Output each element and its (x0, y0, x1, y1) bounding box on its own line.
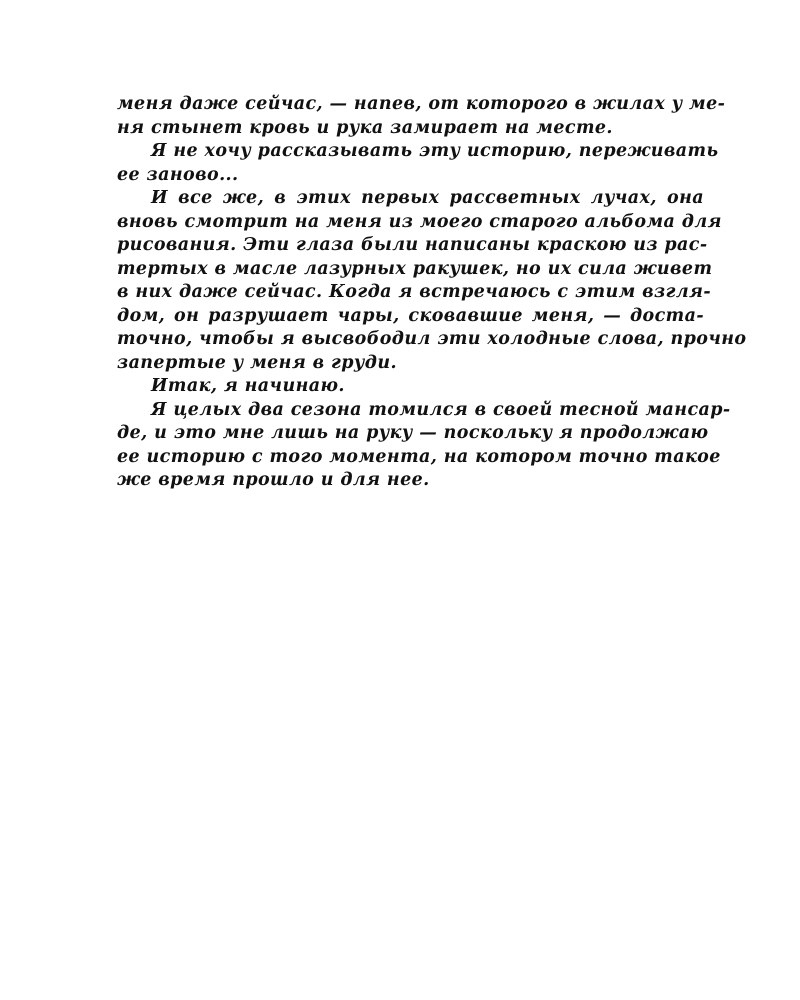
text-line: запертые у меня в груди. (117, 352, 397, 373)
text-line: И все же, в этих первых рассветных лучах, она (151, 188, 704, 208)
text-line: точно, чтобы я высвободил эти холодные слова, прочно (117, 329, 747, 349)
text-line: ее заново... (117, 164, 239, 185)
text-line: рисования. Эти глаза были написаны краскою из рас- (117, 235, 708, 255)
text-line: Я целых два сезона томился в своей тесной мансар- (151, 399, 731, 420)
body-text (117, 93, 747, 493)
text-line: в них даже сейчас. Когда я встречаюсь с этим взгля- (117, 282, 712, 302)
text-line: же время прошло и для нее. (117, 470, 430, 490)
text-line: ее историю с того момента, на котором точно такое (117, 446, 721, 467)
text-line: тертых в масле лазурных ракушек, но их сила живет (117, 258, 713, 279)
text-line: Итак, я начинаю. (151, 376, 345, 396)
text-line: де, и это мне лишь на руку — поскольку я продолжаю (117, 423, 709, 443)
text-line: меня даже сейчас, — напев, от которого в жилах у ме- (117, 94, 726, 114)
text-line: вновь смотрит на меня из моего старого альбома для (117, 211, 722, 232)
text-line: Я не хочу рассказывать эту историю, переживать (151, 141, 719, 161)
text-line: дом, он разрушает чары, сковавшие меня, — доста- (117, 305, 704, 326)
text-line: ня стынет кровь и рука замирает на месте. (117, 117, 613, 138)
